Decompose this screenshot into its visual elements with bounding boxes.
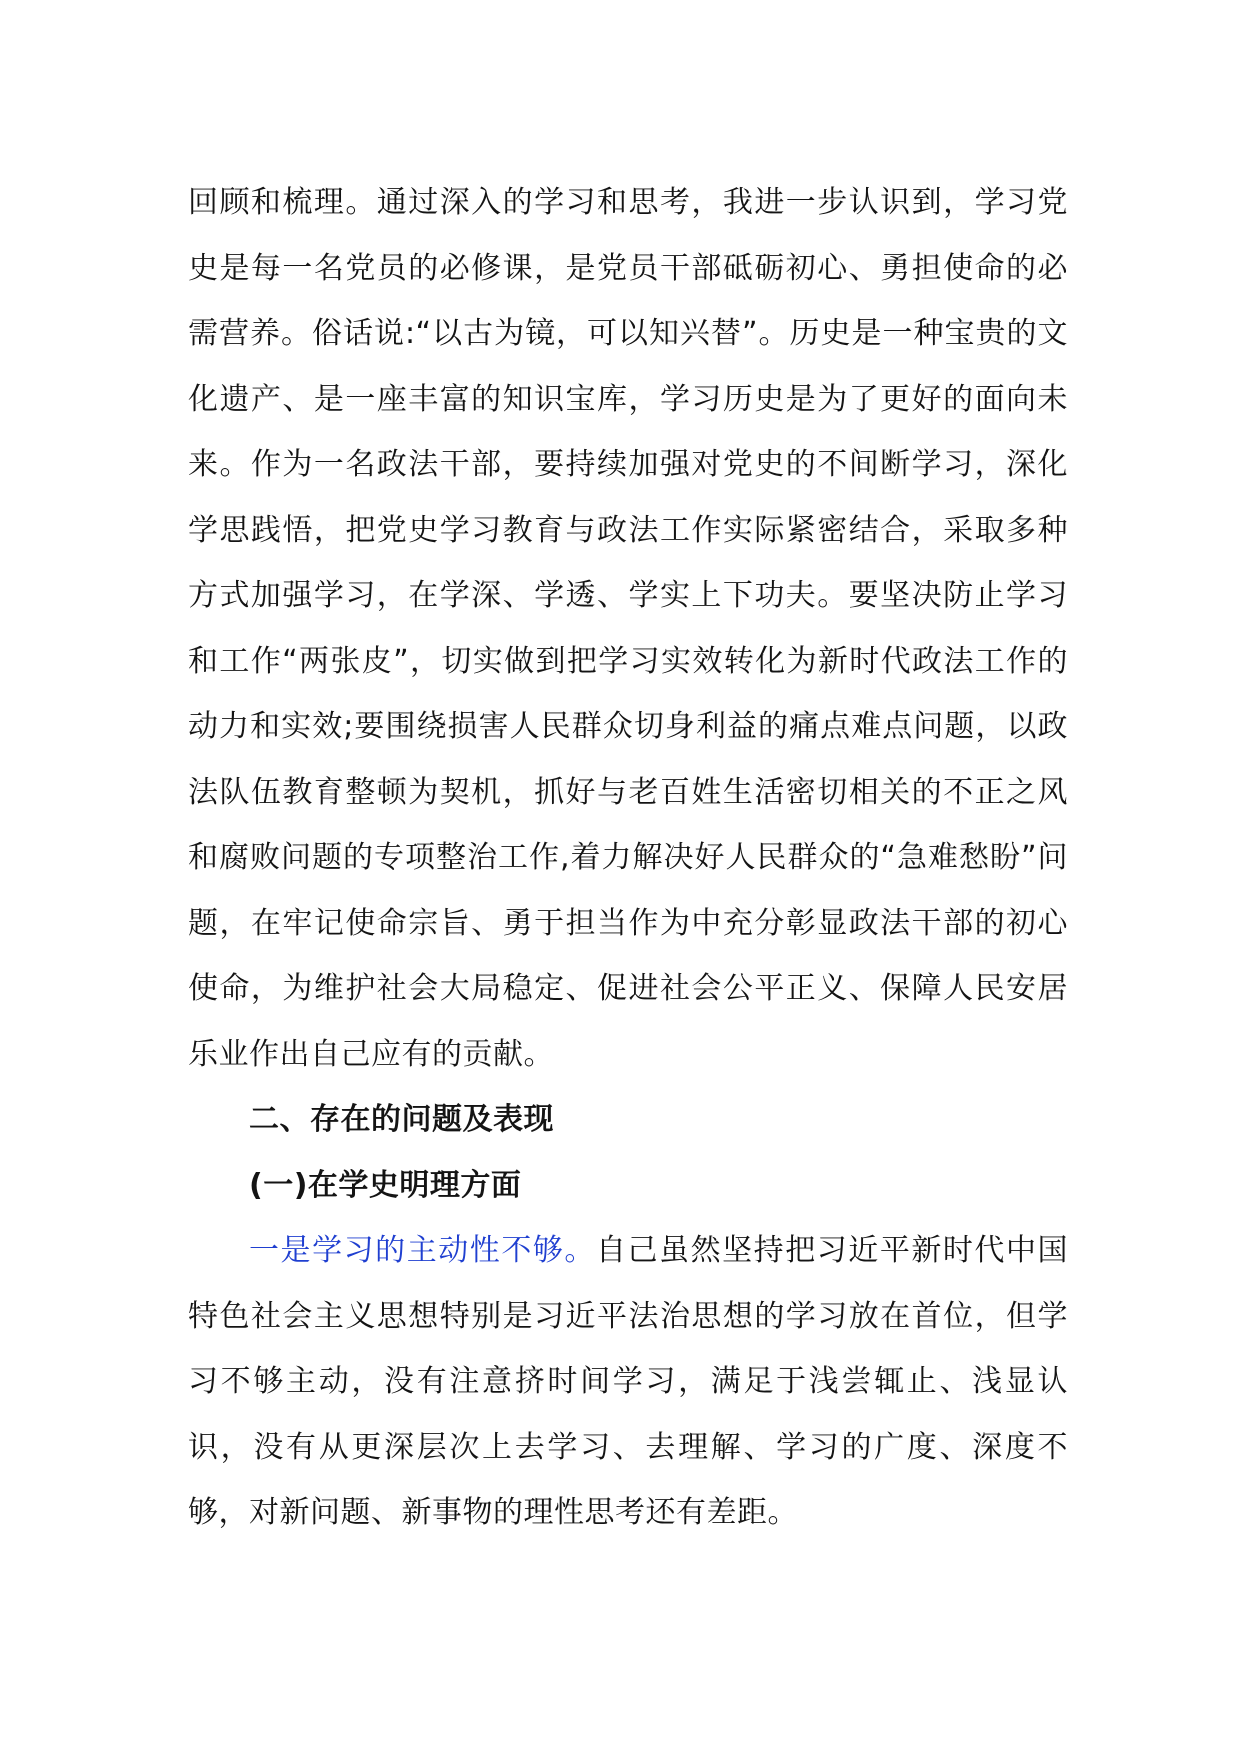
body-paragraph: 回顾和梳理。通过深入的学习和思考，我进一步认识到，学习党史是每一名党员的必修课，是党员干部砥砺初心、勇担使命的必需营养。俗话说:“以古为镜，可以知兴替”。历史是一种宝贵的文化遗产、是一座丰富的知识宝库，学习历史是为了更好的面向未来。作为一名政法干部，要持续加强对党史的不间断学习，深化学思践悟，把党史学习教育与政法工作实际紧密结合，采取多种方式加强学习，在学深、学透、学实上下功夫。要坚决防止学习和工作“两张皮”，切实做到把学习实效转化为新时代政法工作的动力和实效;要围绕损害人民群众切身利益的痛点难点问题，以政法队伍教育整顿为契机，抓好与老百姓生活密切相关的不正之风和腐败问题的专项整治工作,着力解决好人民群众的“急难愁盼”问题，在牢记使命宗旨、勇于担当作为中充分彰显政法干部的初心使命，为维护社会大局稳定、促进社会公平正义、保障人民安居乐业作出自己应有的贡献。 <box>188 185 1068 1072</box>
point-paragraph <box>188 1218 1068 1546</box>
subsection-heading: (一)在学史明理方面 <box>249 1167 522 1203</box>
point-body-text: 自己虽然坚持把习近平新时代中国特色社会主义思想特别是习近平法治思想的学习放在首位，但学习不够主动，没有注意挤时间学习，满足于浅尝辄止、浅显认识，没有从更深层次上去学习、去理解、学习的广度、深度不够，对新问题、新事物的理性思考还有差距。 <box>188 1233 1069 1530</box>
document-body <box>188 170 1068 1546</box>
point-lead-text: 一是学习的主动性不够。 <box>249 1233 596 1268</box>
section-heading: 二、存在的问题及表现 <box>249 1102 554 1137</box>
